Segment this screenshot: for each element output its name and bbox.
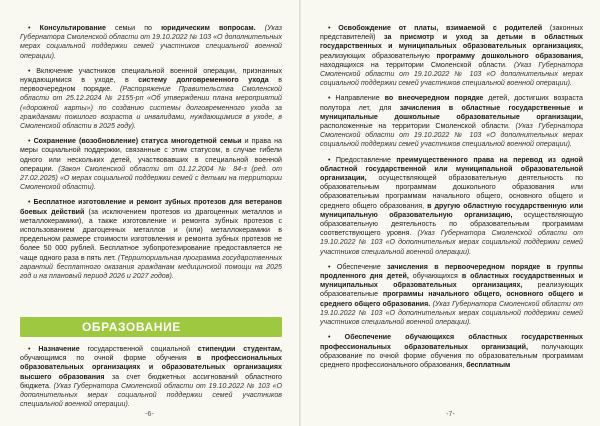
- left-paragraph: [20, 67, 282, 131]
- education-paragraph-container: [20, 345, 282, 415]
- bold-text: Освобождение от платы, взимаемой с родителей: [338, 24, 543, 32]
- bold-text: в профессиональных образовательных организациях и образовательных организациях высшего образования: [20, 354, 282, 381]
- right-paragraph: [320, 263, 583, 327]
- body-text: обучающихся: [408, 272, 462, 281]
- body-text: •: [28, 137, 34, 146]
- body-text: • Обеспечение: [328, 262, 388, 271]
- legal-reference: (Указ Губернатора Смоленской области от 19.10.2022 № 103 «О дополнительных мерах социальной поддержки семей участников специальной военной операции).: [20, 24, 282, 60]
- legal-reference: (Территориальная программа государственных гарантий бесплатного оказания гражданам медицинской помощи на 2025 год и на плановый период 2026 и 2027 годов).: [20, 253, 282, 281]
- legal-reference: (Закон Смоленской области от 01.12.2004 № 84-з (ред. от 27.02.2025) «О мерах социальной поддержки семей с детьми на территории Смоленской области).: [20, 164, 282, 192]
- body-text: получающих образование по очной форме обучения по образовательным программам среднего профессионального образования,: [320, 342, 583, 369]
- bold-text: Бесплатное изготовление и ремонт зубных протезов для ветеранов боевых действий: [20, 198, 282, 216]
- bold-text: зачисления в областные государственные и муниципальные дошкольные образовательные организации,: [320, 103, 583, 121]
- body-text: •: [28, 198, 34, 207]
- right-paragraph: [320, 156, 583, 257]
- bold-text: Консультирование: [39, 24, 106, 32]
- body-text: детей, достигших возраста полутора лет, для: [320, 94, 583, 112]
- right-paragraph: [320, 24, 583, 88]
- bold-text: программы начального общего, основного общего и среднего общего образования.: [320, 290, 584, 308]
- left-paragraph: [20, 198, 282, 281]
- right-paragraph: [320, 94, 583, 149]
- body-text: •: [328, 333, 345, 342]
- right-column: [320, 24, 583, 376]
- body-text: (за исключением протезов из драгоценных металлов и металлокерамики), а также изготовление и ремонта зубных протезов с использованием драгоценных металлов и (или) металлокерамики в предельном размере стоимости изготовления и ремонта зубных протезов не более 50 000 рублей. Бесплатное зубопротезирование предоставляется не чаще одного раза в пять лет.: [20, 207, 282, 262]
- body-text: реализующих образовательную: [320, 51, 437, 60]
- bold-text: стипендии студентам,: [197, 345, 282, 353]
- body-text: • Направление: [328, 94, 385, 103]
- body-text: осуществляющую образовательную деятельность по образовательным программам соответствующего уровня.: [320, 210, 583, 238]
- bold-text: юридическим вопросам.: [161, 24, 256, 32]
- body-text: (законных представителей): [320, 24, 583, 42]
- left-column: [20, 24, 282, 287]
- section-header: [20, 317, 282, 337]
- body-text: • Включение участников специальной военной операции, признанных нуждающимися в уходе, в: [20, 66, 282, 85]
- body-text: •: [328, 24, 339, 32]
- left-paragraph: [20, 24, 282, 61]
- body-text: за счет бюджетных ассигнований областного бюджета.: [20, 372, 282, 390]
- bold-text: в областных государственных и муниципальных образовательных организациях,: [320, 272, 583, 290]
- bold-text: в другую областную государственную или муниципальную образовательную организацию,: [320, 201, 583, 219]
- bold-text: Обеспечение обучающихся областных государственных профессиональных образовательных организаций,: [320, 333, 583, 351]
- bold-text: зачисления в первоочередном порядке в группы продленного дня детей,: [320, 262, 583, 281]
- bold-text: во внеочередном порядке: [384, 94, 484, 103]
- body-text: обучающимся по очной форме обучения: [20, 354, 197, 363]
- bold-text: Назначение: [38, 345, 80, 353]
- body-text: •: [28, 24, 40, 32]
- bold-text: программу дошкольного образования,: [436, 51, 583, 60]
- page-number-left: -6-: [145, 411, 154, 418]
- body-text: и права на меры социальной поддержки, связанные с этим статусом, в случае гибели одного или нескольких детей, участвовавших в специальной военной операции.: [20, 137, 282, 173]
- legal-reference: (Указ Губернатора Смоленской области от 19.10.2022 № 103 «О дополнительных мерах социальной поддержки семей участников специальной военной операции).: [20, 381, 282, 409]
- left-page: [0, 0, 299, 426]
- bold-text: бесплатным: [466, 360, 511, 369]
- body-text: государственной социальной: [79, 345, 198, 353]
- left-paragraph: [20, 137, 282, 192]
- bold-text: Сохранение (возобновление) статуса многодетной семьи: [33, 137, 242, 146]
- body-text: в первоочередном порядке.: [20, 76, 282, 94]
- section-title: ОБРАЗОВАНИЕ: [82, 320, 181, 334]
- body-text: реализующих образовательные: [320, 281, 583, 299]
- body-text: • Предоставление: [328, 155, 397, 164]
- legal-reference: (Распоряжение Правительства Смоленской области от 25.12.2024 № 2155-рп «Об утверждении плана мероприятий («дорожной карты») по созданию системы долговременного ухода за гражданами пожилого возраста и инвалидами, нуждающимися в уходе, в Смоленской области в 2025 году).: [20, 85, 282, 131]
- body-text: осуществляющей образовательную деятельность по образовательным программам дошкольного образования или образовательным программам начального общего, основного общего и среднего общего образования,: [320, 174, 583, 210]
- body-text: расположенные на территории Смоленской области.: [320, 122, 516, 131]
- page-number-right: -7-: [446, 411, 455, 418]
- legal-reference: (Указ Губернатора Смоленской области от 19.10.2022 № 103 «О дополнительных мерах социальной поддержки семей участников специальной военной операции).: [320, 229, 583, 256]
- body-text: семьи по: [105, 24, 162, 32]
- legal-reference: (Указ Губернатора Смоленской области от 19.10.2022 № 103 «О дополнительных мерах социальной поддержки семей участников специальной военной операции).: [320, 299, 583, 327]
- body-text: находящихся на территории Смоленской области.: [320, 60, 514, 69]
- body-text: •: [28, 345, 39, 353]
- bold-text: за присмотр и уход за детьми в областных государственных и муниципальных образовательных организациях,: [320, 33, 583, 51]
- right-paragraph: [320, 333, 583, 370]
- bold-text: систему долговременного ухода: [138, 76, 269, 85]
- education-paragraph: [20, 345, 282, 409]
- bold-text: преимущественного права на перевод из одной областной государственной или муниципальной образовательной организации,: [320, 155, 583, 183]
- legal-reference: (Указ Губернатора Смоленской области от 19.10.2022 № 103 «О дополнительных мерах социальной поддержки семей участников специальной военной операции).: [320, 122, 584, 149]
- right-page: [301, 0, 600, 426]
- legal-reference: (Указ Губернатора Смоленской области от 19.10.2022 № 103 «О дополнительных мерах социальной поддержки семей участников специальной военной операции).: [320, 60, 583, 88]
